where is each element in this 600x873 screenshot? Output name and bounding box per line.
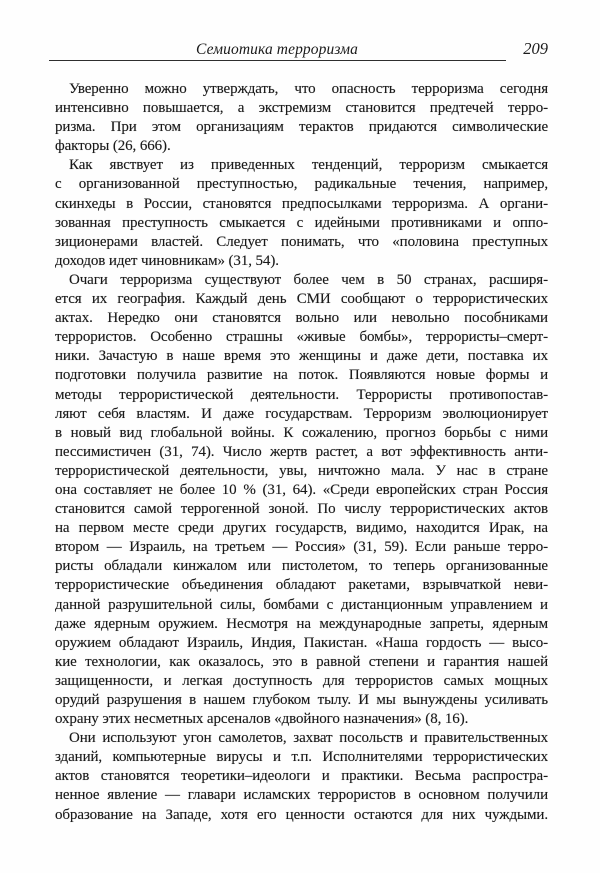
text-line: кие технологии, как оказалось, это в равной степени и гарантия нашей [55, 653, 548, 670]
text-line: пессимистичен (31, 74). Число жертв растет, а вот эффективность анти- [55, 443, 548, 460]
text-line: на первом месте среди других государств, видимо, находится Ирак, на [55, 520, 548, 537]
paragraph [55, 80, 548, 156]
paragraph [55, 271, 548, 729]
text-line: зданий, компьютерные вирусы и т.п. Исполнителями террористических [55, 749, 548, 766]
page-number: 209 [523, 39, 548, 58]
text-line: террористов. Особенно страшны «живые бомбы», террористы–смерт- [55, 329, 548, 346]
text-line: подготовки получила развитие на поток. Появляются новые формы и [55, 367, 548, 384]
text-line: методы террористической деятельности. Террористы противопостав- [55, 386, 548, 403]
text-line: охрану этих несметных арсеналов «двойного назначения» (8, 16). [55, 711, 469, 728]
text-line: ненное явление — главари исламских террористов в основном получили [55, 787, 548, 804]
running-header-title: Семиотика терроризма [196, 41, 358, 58]
text-line: данной разрушительной силы, бомбами с дистанционным управлением и [55, 596, 548, 613]
text-line: ется их география. Каждый день СМИ сообщают о террористических [55, 291, 548, 308]
text-line: становится самой террогенной зоной. По числу террористических актов [55, 501, 548, 518]
text-line: Как явствует из приведенных тенденций, терроризм смыкается [69, 157, 548, 174]
text-line: факторы (26, 666). [55, 138, 171, 155]
text-line: втором — Израиль, на третьем — Россия» (31, 59). Если раньше терро- [55, 539, 548, 556]
text-line: защищенности, и легкая доступность для террористов самых мощных [55, 672, 548, 689]
text-line: даже ядерным оружием. Несмотря на международные запреты, ядерным [55, 615, 548, 632]
text-line: Очаги терроризма существуют более чем в 50 странах, расширя- [69, 271, 548, 288]
text-line: ляют себя властям. И даже государствам. Терроризм эволюционирует [55, 405, 548, 422]
text-line: доходов идет чиновникам» (31, 54). [55, 252, 279, 269]
text-line: она составляет не более 10 % (31, 64). «Среди европейских стран Россия [55, 481, 548, 498]
text-line: ники. Зачастую в наше время это женщины и даже дети, поставка их [55, 348, 548, 365]
text-line: оружием обладают Израиль, Индия, Пакистан. «Наша гордость — высо- [55, 634, 548, 651]
text-line: ризма. При этом организациям терактов придаются символические [55, 119, 548, 136]
text-line: актов становятся теоретики–идеологи и практики. Весьма распростра- [55, 768, 548, 785]
paragraph [55, 729, 548, 824]
text-line: в новый вид глобальной войны. К сожалению, прогноз борьбы с ними [55, 424, 548, 441]
text-line: террористические объединения обладают ракетами, взрывчаткой неви- [55, 577, 548, 594]
text-line: скинхеды в России, становятся предпосылками терроризма. А органи- [55, 195, 548, 212]
text-line: Уверенно можно утверждать, что опасность терроризма сегодня [69, 81, 548, 97]
paragraph [55, 156, 548, 271]
header-rule [49, 60, 506, 61]
text-line: образование на Западе, хотя его ценности остаются для них чуждыми. [55, 806, 548, 823]
text-line: террористической деятельности, увы, ничтожно мала. У нас в стране [55, 462, 548, 479]
text-line: орудий разрушения в нашем глубоком тылу. И мы вынуждены усиливать [55, 692, 548, 708]
text-line: интенсивно повышается, а экстремизм становится предтечей терро- [55, 100, 548, 117]
text-line: ристы обладали кинжалом или пистолетом, то теперь организованные [55, 558, 548, 575]
page-text [55, 80, 548, 825]
text-line: актах. Нередко они становятся вольно или невольно пособниками [55, 310, 548, 327]
text-line: зиционерами властей. Следует понимать, что «половина преступных [55, 233, 548, 250]
text-line: Они используют угон самолетов, захват посольств и правительственных [69, 730, 548, 747]
text-line: с организованной преступностью, радикальные течения, например, [55, 176, 548, 193]
text-line: зованная преступность смыкается с идейными противниками и оппо- [55, 214, 548, 231]
